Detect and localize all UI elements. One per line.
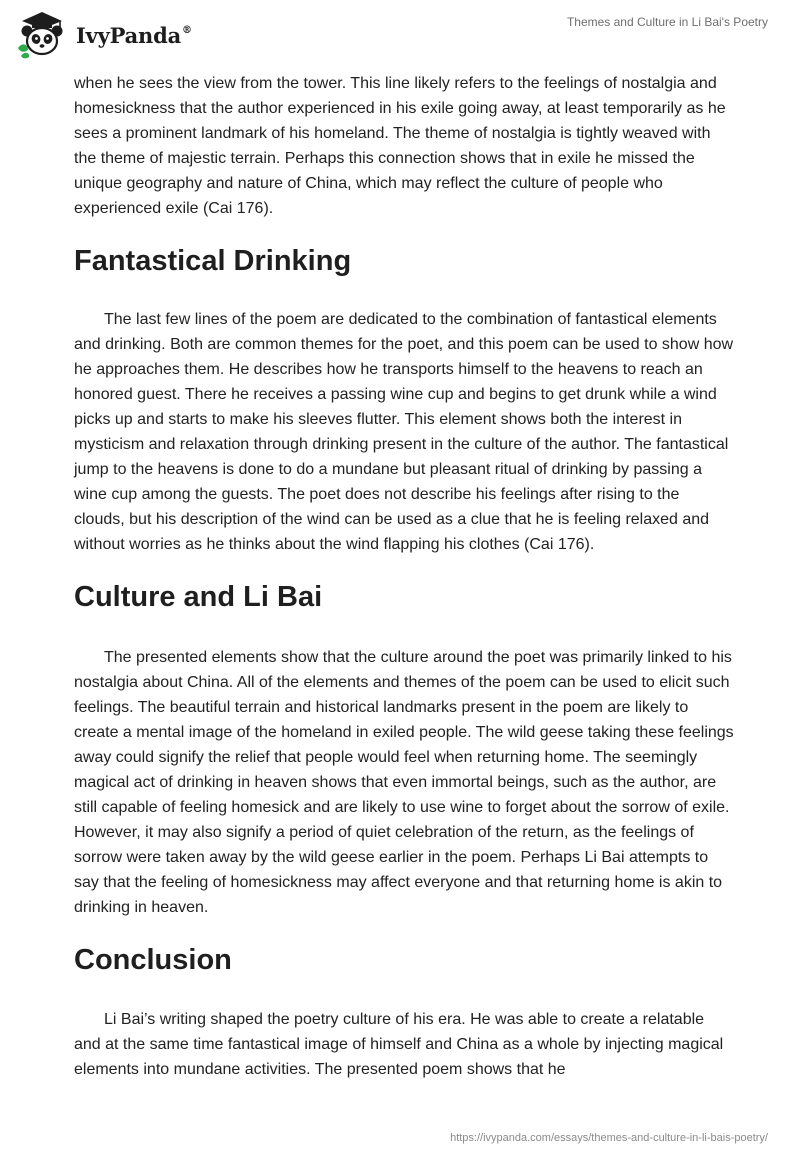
heading-fantastical-drinking: Fantastical Drinking — [74, 245, 352, 277]
heading-culture-and-li-bai: Culture and Li Bai — [74, 581, 323, 613]
document-title: Themes and Culture in Li Bai's Poetry — [566, 15, 768, 29]
paragraph-conclusion: Li Bai’s writing shaped the poetry culture of his era. He was able to create a relatable and at the same time fantastical image of himself and China as a whole by injecting magical elements into mundane activities. The presented poem shows that he — [74, 1011, 724, 1078]
heading-conclusion: Conclusion — [74, 944, 232, 976]
essay-body — [74, 71, 734, 1082]
logo-name: IvyPanda — [76, 22, 182, 48]
ivypanda-logo[interactable] — [14, 8, 192, 60]
logo-text — [76, 23, 192, 48]
page-header — [0, 0, 800, 68]
source-url[interactable]: https://ivypanda.com/essays/themes-and-culture-in-li-bais-poetry/ — [450, 1132, 768, 1144]
panda-graduation-cap-icon — [14, 8, 74, 60]
intro-paragraph: when he sees the view from the tower. This line likely refers to the feelings of nostalgia and homesickness that the author experienced in his exile going away, at least temporarily as he sees a prominent landmark of his homeland. The theme of nostalgia is tightly weaved with the theme of majestic terrain. Perhaps this connection shows that in exile he missed the unique geography and nature of China, which may reflect the culture of people who experienced exile (Cai 176). — [74, 75, 726, 217]
paragraph-culture-and-li-bai: The presented elements show that the culture around the poet was primarily linked to his nostalgia about China. All of the elements and themes of the poem can be used to elicit such feelings. The beautiful terrain and historical landmarks present in the poem are likely to create a mental image of the homeland in exiled people. The wild geese taking these feelings away could signify the relief that people would feel when returning home. The seemingly magical act of drinking in heaven shows that even immortal beings, such as the author, are still capable of feeling homesick and are likely to use wine to forget about the sorrow of exile. However, it may also signify a period of quiet celebration of the return, as the feelings of sorrow were taken away by the wild geese earlier in the poem. Perhaps Li Bai attempts to say that the feeling of homesickness may affect everyone and that returning home is akin to drinking in heaven. — [74, 649, 734, 916]
registered-mark: ® — [182, 24, 192, 36]
paragraph-fantastical-drinking: The last few lines of the poem are dedicated to the combination of fantastical elements and drinking. Both are common themes for the poet, and this poem can be used to show how he approaches them. He describes how he transports himself to the heavens to reach an honored guest. There he receives a passing wine cup and begins to get drunk while a wind picks up and starts to make his sleeves flutter. This element shows both the interest in mysticism and relaxation through drinking present in the culture of the author. The fantastical jump to the heavens is done to do a mundane but pleasant ritual of drinking by passing a wine cup among the guests. The poet does not describe his feelings after rising to the clouds, but his description of the wind can be used as a clue that he is feeling relaxed and without worries as he thinks about the wind flapping his clothes (Cai 176). — [74, 311, 734, 553]
